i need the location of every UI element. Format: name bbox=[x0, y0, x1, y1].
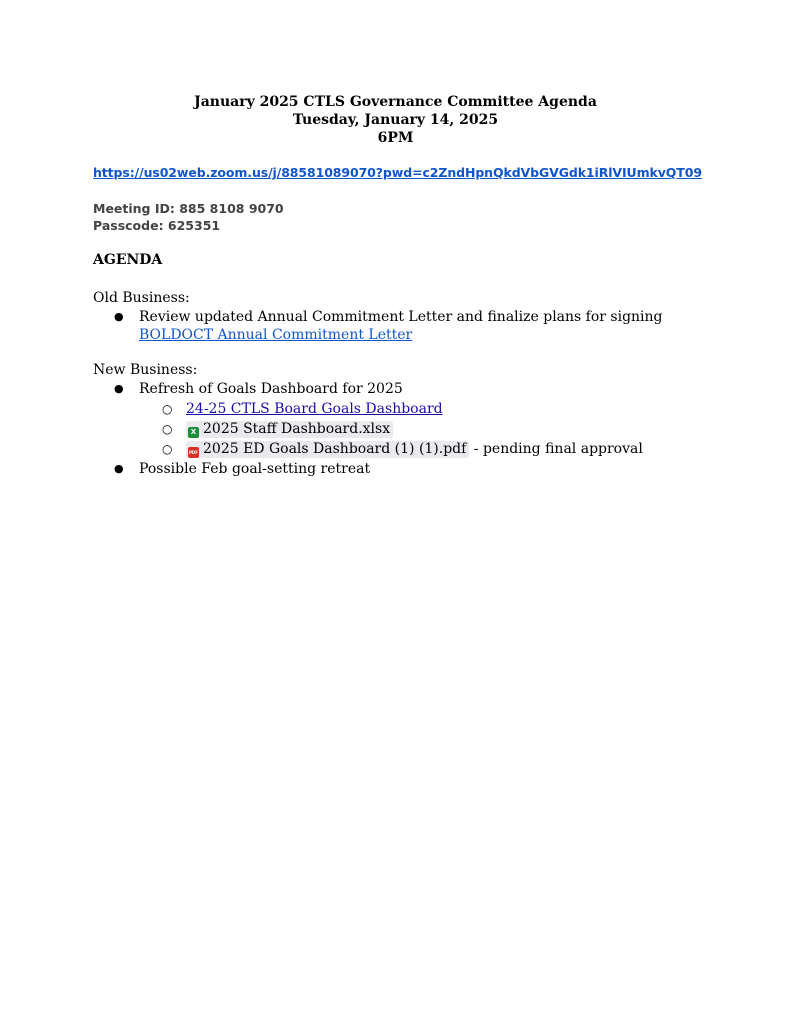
agenda-heading: AGENDA bbox=[93, 252, 163, 268]
xlsx-file-icon: X bbox=[188, 427, 199, 438]
old-business-section bbox=[93, 289, 699, 345]
staff-dashboard-file-chip[interactable] bbox=[186, 421, 393, 438]
list-item bbox=[93, 308, 699, 344]
document-title: January 2025 CTLS Governance Committee Agenda bbox=[194, 94, 597, 110]
list-item bbox=[93, 460, 643, 478]
meeting-info bbox=[93, 200, 284, 234]
old-business-list bbox=[93, 308, 699, 344]
list-item-text bbox=[139, 308, 699, 344]
new-business-item-text: Possible Feb goal-setting retreat bbox=[139, 461, 371, 477]
pending-approval-note: - pending final approval bbox=[469, 441, 643, 457]
meeting-id: Meeting ID: 885 8108 9070 bbox=[93, 201, 284, 216]
bullet-icon: ● bbox=[114, 382, 124, 395]
hollow-bullet-icon: ○ bbox=[162, 402, 173, 416]
sublist-item bbox=[139, 440, 643, 458]
title-block bbox=[0, 93, 791, 147]
meeting-date: Tuesday, January 14, 2025 bbox=[292, 112, 499, 128]
board-goals-dashboard-link[interactable]: 24-25 CTLS Board Goals Dashboard bbox=[186, 401, 443, 417]
file-chip-label: 2025 ED Goals Dashboard (1) (1).pdf bbox=[203, 441, 467, 457]
new-business-section bbox=[93, 361, 643, 479]
goals-dashboard-sublist bbox=[139, 400, 643, 458]
hollow-bullet-icon: ○ bbox=[162, 422, 173, 436]
file-chip-label: 2025 Staff Dashboard.xlsx bbox=[203, 421, 391, 437]
meeting-time: 6PM bbox=[377, 130, 414, 146]
sublist-item bbox=[139, 400, 643, 418]
zoom-meeting-link[interactable]: https://us02web.zoom.us/j/88581089070?pwd=c2ZndHpnQkdVbGVGdk1iRlVIUmkvQT09 bbox=[93, 165, 702, 180]
sublist-item bbox=[139, 420, 643, 438]
pdf-file-icon: PDF bbox=[188, 447, 199, 458]
old-business-item-text: Review updated Annual Commitment Letter and finalize plans for signing bbox=[139, 309, 663, 325]
list-item bbox=[93, 380, 643, 458]
meeting-passcode: Passcode: 625351 bbox=[93, 218, 221, 233]
new-business-label: New Business: bbox=[93, 362, 198, 378]
bullet-icon: ● bbox=[114, 310, 124, 323]
new-business-list bbox=[93, 380, 643, 478]
new-business-item-text: Refresh of Goals Dashboard for 2025 bbox=[139, 381, 403, 397]
old-business-label: Old Business: bbox=[93, 290, 190, 306]
boldoct-commitment-letter-link[interactable]: BOLDOCT Annual Commitment Letter bbox=[139, 327, 413, 343]
ed-goals-dashboard-file-chip[interactable] bbox=[186, 441, 469, 458]
hollow-bullet-icon: ○ bbox=[162, 442, 173, 456]
bullet-icon: ● bbox=[114, 462, 124, 475]
